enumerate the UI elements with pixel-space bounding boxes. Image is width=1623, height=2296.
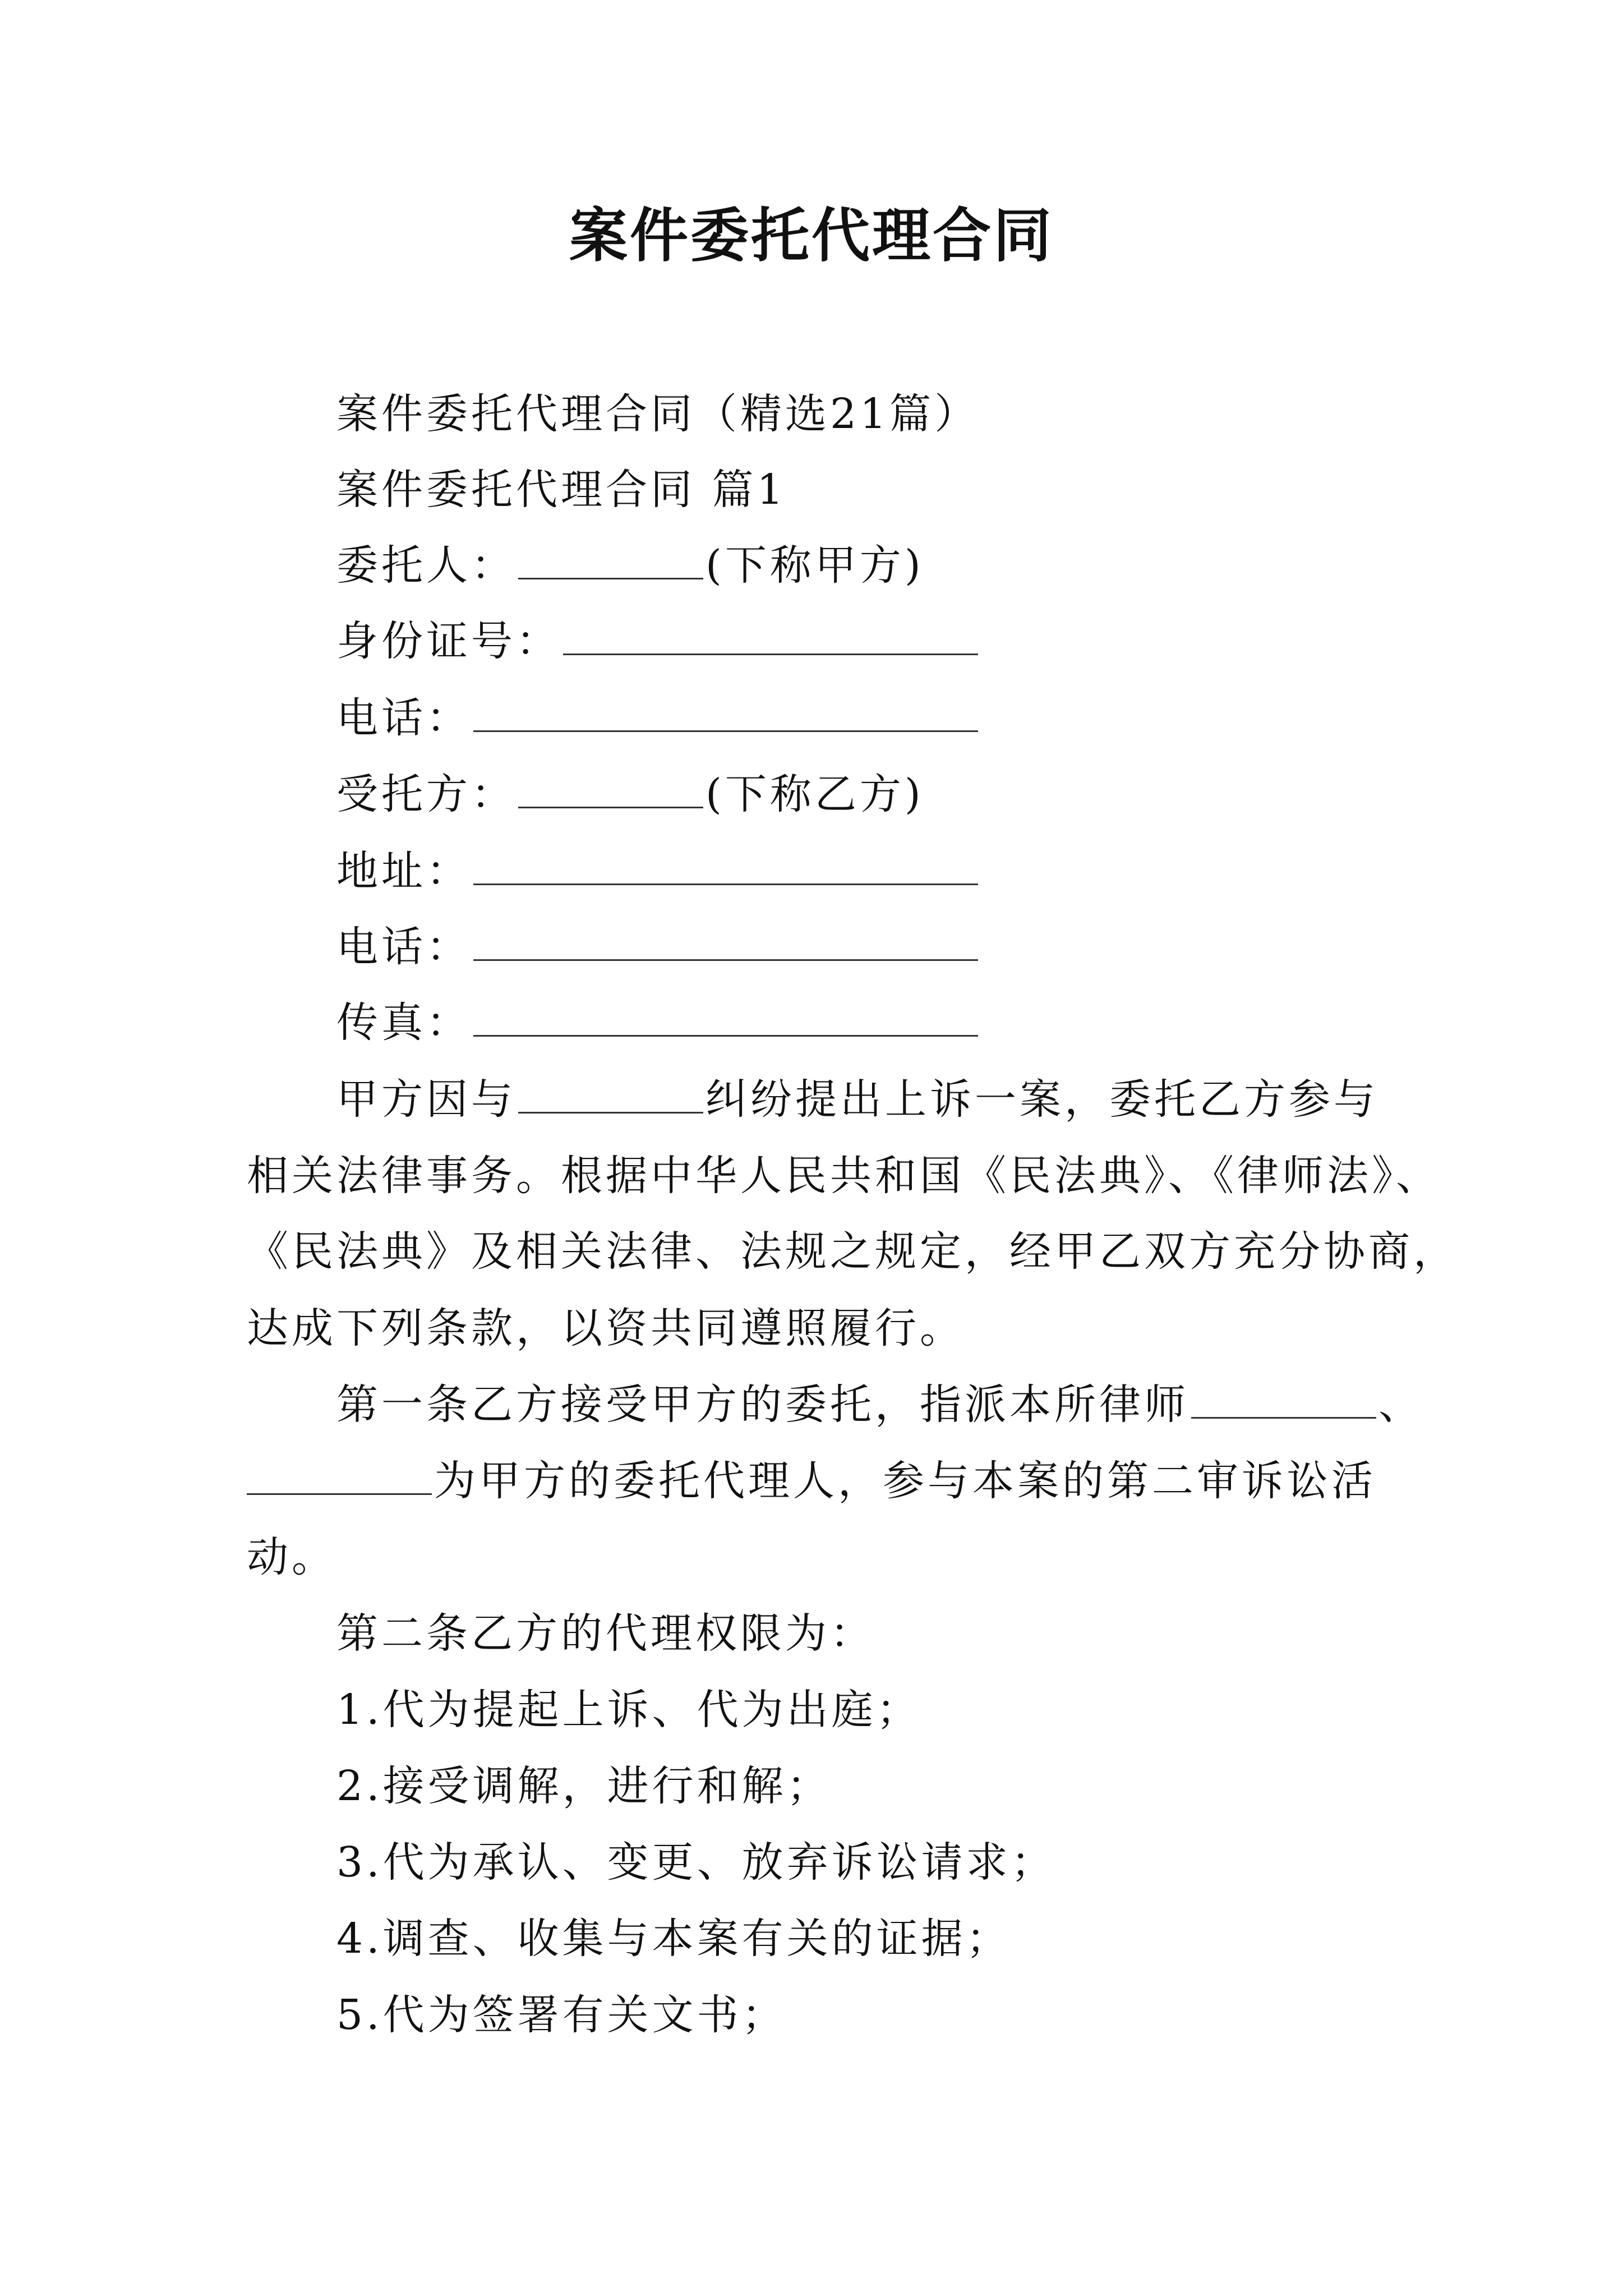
preamble-line-1: [336, 1073, 1378, 1126]
lawyer2-blank: [247, 1456, 432, 1495]
agent-label: 受托方：: [336, 770, 516, 818]
address-label: 地址：: [336, 847, 471, 895]
address-blank: [473, 846, 978, 885]
phone-label: 电话：: [336, 694, 471, 742]
article1-line-1: [336, 1378, 1423, 1432]
document-title: 案件委托代理合同: [569, 201, 1054, 270]
id-blank: [563, 616, 978, 655]
preamble-line-4: 达成下列条款，以资共同遵照履行。: [247, 1304, 965, 1352]
dispute-party-blank: [518, 1075, 703, 1114]
article1-text-a: 第一条乙方接受甲方的委托，指派本所律师: [336, 1381, 1189, 1429]
agent-field: [336, 767, 924, 821]
phone-blank: [473, 693, 978, 732]
address-field: [336, 844, 980, 898]
preamble-text-b: 纠纷提出上诉一案，委托乙方参与: [706, 1075, 1378, 1124]
fax-field: [336, 996, 980, 1050]
preamble-line-2: 相关法律事务。根据中华人民共和国《民法典》、《律师法》、: [247, 1152, 1441, 1200]
authority-item: 3.代为承认、变更、放弃诉讼请求；: [336, 1838, 1056, 1887]
article1-text-c: 为甲方的委托代理人，参与本案的第二审诉讼活: [434, 1457, 1376, 1505]
client-blank: [518, 541, 703, 579]
agent-suffix: (下称乙方): [706, 770, 924, 818]
lawyer1-blank: [1191, 1380, 1376, 1419]
authority-item: 1.代为提起上诉、代为出庭；: [336, 1686, 921, 1734]
article1-line-3: 动。: [247, 1533, 336, 1581]
document-subtitle: 案件委托代理合同（精选21篇）: [336, 390, 980, 438]
phone2-label: 电话：: [336, 923, 471, 971]
phone2-blank: [473, 922, 978, 961]
phone-field: [336, 691, 980, 745]
authority-item: 2.接受调解，进行和解；: [336, 1762, 832, 1810]
preamble-line-3: 《民法典》及相关法律、法规之规定，经甲乙双方充分协商，: [247, 1227, 1458, 1276]
fax-label: 传真：: [336, 999, 471, 1047]
article1-text-b: 、: [1378, 1381, 1423, 1429]
article2-heading: 第二条乙方的代理权限为：: [336, 1609, 875, 1658]
authority-item: 5.代为签署有关文书；: [336, 1991, 787, 2039]
authority-item: 4.调查、收集与本案有关的证据；: [336, 1915, 1011, 1963]
client-suffix: (下称甲方): [706, 541, 924, 590]
id-field: [336, 614, 980, 668]
article1-line-2: [247, 1454, 1376, 1508]
phone2-field: [336, 920, 980, 974]
id-label: 身份证号：: [336, 617, 561, 665]
chapter-heading: 案件委托代理合同 篇1: [336, 466, 787, 514]
preamble-text-a: 甲方因与: [336, 1075, 516, 1124]
client-field: [336, 539, 924, 592]
client-label: 委托人：: [336, 541, 516, 590]
agent-blank: [518, 770, 703, 808]
fax-blank: [473, 998, 978, 1037]
